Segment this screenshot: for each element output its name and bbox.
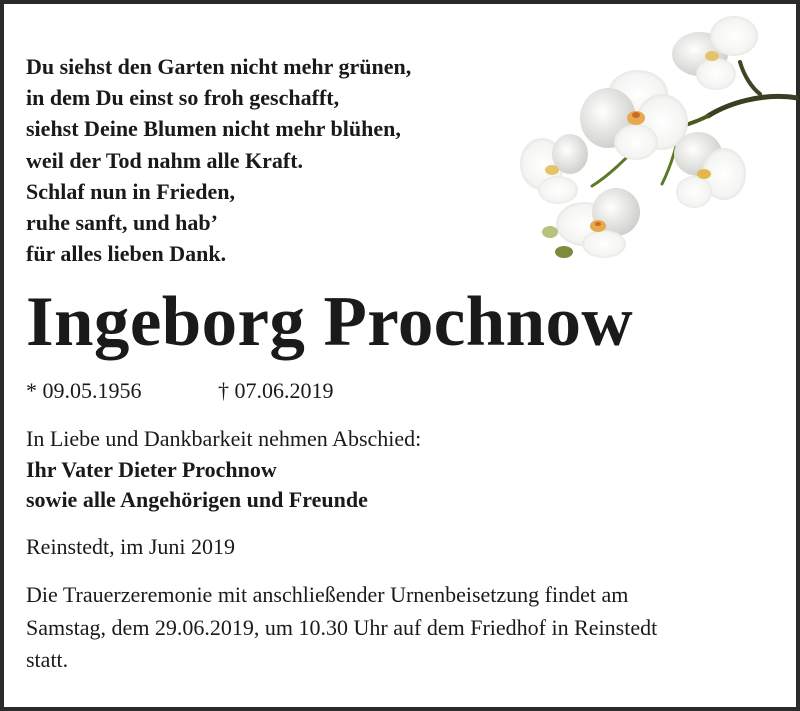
poem-line: Du siehst den Garten nicht mehr grünen, (26, 54, 412, 79)
ceremony-info (26, 579, 786, 677)
death-date: † 07.06.2019 (218, 378, 334, 403)
place-and-date: Reinstedt, im Juni 2019 (26, 534, 235, 559)
white-orchid-image (512, 14, 798, 262)
deceased-name: Ingeborg Prochnow (26, 283, 634, 361)
ceremony-line: Samstag, dem 29.06.2019, um 10.30 Uhr auf dem Friedhof in Reinstedt (26, 614, 658, 640)
mourner-father: Ihr Vater Dieter Prochnow (26, 456, 277, 482)
poem-line: siehst Deine Blumen nicht mehr blühen, (26, 116, 401, 142)
poem-line: Schlaf nun in Frieden, (26, 178, 236, 204)
poem-line: in dem Du einst so froh geschafft, (26, 85, 340, 111)
mourners-section (26, 424, 421, 516)
memorial-poem (26, 51, 411, 269)
birth-date: * 09.05.1956 (26, 378, 142, 403)
ceremony-line: statt. (26, 647, 69, 672)
poem-line: ruhe sanft, und hab’ (26, 210, 218, 236)
poem-line: weil der Tod nahm alle Kraft. (26, 147, 304, 173)
farewell-intro: In Liebe und Dankbarkeit nehmen Abschied: (26, 426, 422, 451)
ceremony-line: Die Trauerzeremonie mit anschließender Urnenbeisetzung findet am (26, 582, 629, 607)
mourner-relatives: sowie alle Angehörigen und Freunde (26, 487, 368, 512)
poem-line: für alles lieben Dank. (26, 241, 227, 267)
